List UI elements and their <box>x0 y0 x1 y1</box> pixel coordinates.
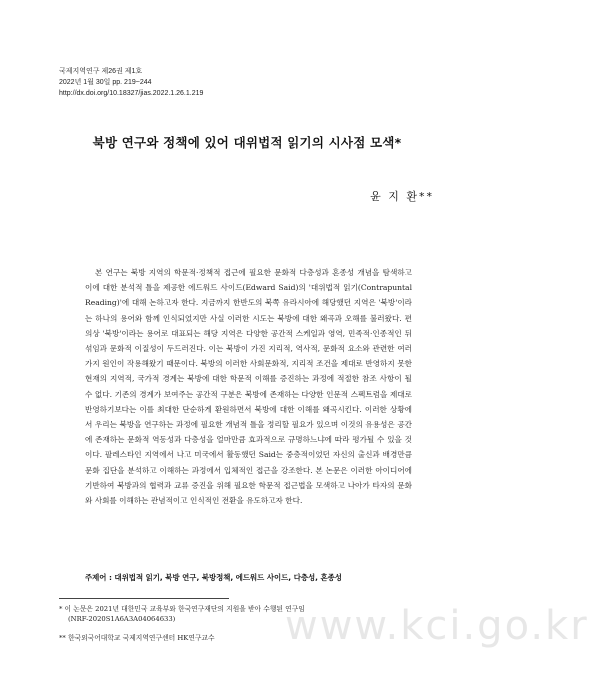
footnote-affiliation: ** 한국외국어대학교 국제지역연구센터 HK연구교수 <box>59 634 215 642</box>
footnote-divider <box>59 598 229 599</box>
keywords: 주제어 : 대위법적 읽기, 북방 연구, 북방정책, 에드워드 사이드, 다층성, 혼종성 <box>85 573 342 582</box>
abstract: 본 연구는 북방 지역의 학문적·정책적 접근에 필요한 문화적 다층성과 혼종성 개념을 탐색하고 이에 대한 분석적 틀을 제공한 에드워드 사이드(Edward Said)의 '대위법적 읽기(Contrapuntal Reading)'에 대해 논하고자 한다. 지금까지 한반도의 북쪽 유라시아에 해당했던 지역은 '북방'이라는 하나의 용어와 함께 인식되었지만 사실 이러한 시도는 북방에 대한 왜곡과 오해를 불러왔다. 편의상 '북방'이라는 용어로 대표되는 해당 지역은 다양한 공간적 스케일과 영역, 민족적·인종적인 뒤섞임과 문화적 이질성이 두드러진다. 이는 북방이 가진 지리적, 역사적, 문화적 요소와 관련한 여러 가지 원인이 작용해왔기 때문이다. 북방의 이러한 사회문화적, 지리적 조건을 제대로 반영하지 못한 현재의 지역적, 국가적 경계는 북방에 대한 학문적 이해를 증진하는 과정에 적절한 참조 사항이 될 수 없다. 기존의 경계가 보여주는 공간적 구분은 북방에 존재하는 다양한 인문적 스펙트럼을 제대로 반영하기보다는 이를 최대한 단순하게 환원하면서 북방에 대한 이해를 왜곡시킨다. 이러한 상황에서 우리는 북방을 연구하는 과정에 필요한 개념적 틀을 정리할 필요가 있으며 이것의 유용성은 공간에 존재하는 문화적 역동성과 다층성을 얼마만큼 효과적으로 규명하느냐에 따라 평가될 수 있을 것이다. 팔레스타인 지역에서 나고 미국에서 활동했던 Said는 중층적이었던 자신의 출신과 배경만큼 문화 집단을 분석하고 이해하는 과정에서 입체적인 접근을 강조한다. 본 논문은 이러한 아이디어에 기반하여 북방과의 협력과 교류 증진을 위해 필요한 학문적 접근법을 모색하고 나아가 타자의 문화와 사회를 이해하는 관념적이고 인식적인 전환을 유도하고자 한다. <box>85 268 412 506</box>
footnote-funding-line1: * 이 논문은 2021년 대한민국 교육부와 한국연구재단의 지원을 받아 수행된 연구임 <box>59 605 305 613</box>
issue-info: 2022년 1월 30일 pp. 219~244 <box>59 79 152 86</box>
footnote-funding-line2: (NRF-2020S1A6A3A04064633) <box>68 615 176 623</box>
journal-name: 국제지역연구 제26권 제1호 <box>59 68 143 75</box>
author-name: 윤 지 환** <box>370 190 434 203</box>
journal-meta <box>59 66 203 99</box>
doi-link[interactable]: http://dx.doi.org/10.18327/jias.2022.1.26.1.219 <box>59 90 204 97</box>
paper-title: 북방 연구와 정책에 있어 대위법적 읽기의 시사점 모색* <box>92 135 402 150</box>
watermark: www.kci.go.kr <box>285 603 589 649</box>
